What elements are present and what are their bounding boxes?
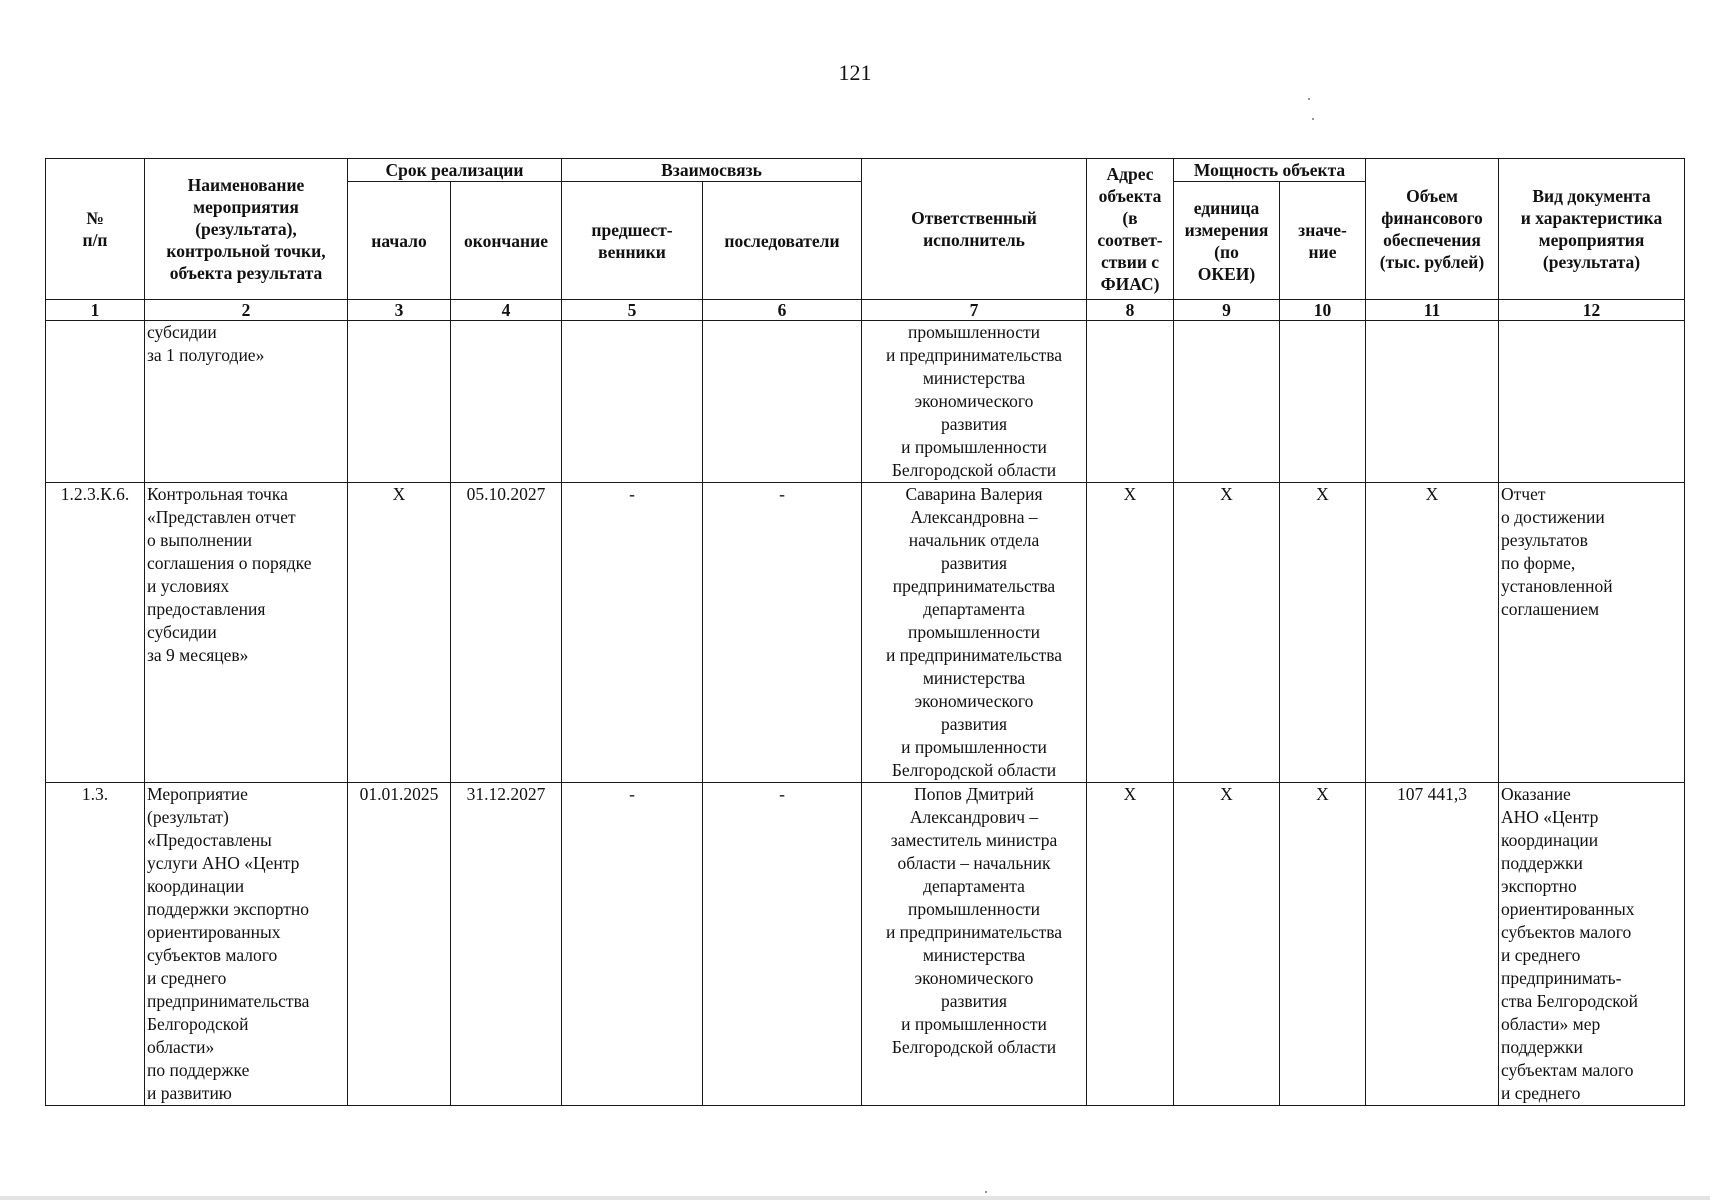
text-line: мероприятия <box>193 197 299 217</box>
cell-funding <box>1366 321 1499 483</box>
text-line: «Представлен отчет <box>147 507 296 527</box>
text-line: и предпринимательства <box>885 345 1063 365</box>
text-line: промышленности <box>907 899 1041 919</box>
cell-executor <box>862 483 1087 783</box>
cell-funding: 107 441,3 <box>1366 783 1499 1106</box>
text-line: предпринимать- <box>1501 968 1622 988</box>
text-line: ориентированных <box>147 922 281 942</box>
cell-executor <box>862 783 1087 1106</box>
text-line: единица <box>1193 197 1260 218</box>
text-line: экономического <box>914 968 1034 988</box>
text-line: Контрольная точка <box>147 484 288 504</box>
text-line: и среднего <box>1501 945 1581 965</box>
cell-document <box>1499 483 1685 783</box>
text-line: по форме, <box>1501 553 1576 573</box>
text-line: контрольной точки, <box>166 241 326 261</box>
header-funding <box>1366 159 1499 300</box>
cell-start: 01.01.2025 <box>348 783 451 1106</box>
cell-number: 1.3. <box>46 783 145 1106</box>
text-line: министерства <box>922 668 1026 688</box>
scan-speck <box>1312 118 1314 120</box>
text-line: промышленности <box>907 322 1041 342</box>
text-line: (результат) <box>147 807 229 827</box>
text-line: начальник отдела <box>908 530 1040 550</box>
text-line: (по <box>1214 241 1239 262</box>
text-line: координации <box>147 876 245 896</box>
text-line: развития <box>940 414 1008 434</box>
scan-bottom-edge <box>0 1196 1710 1200</box>
cell-name <box>145 783 348 1106</box>
text-line: Отчет <box>1501 484 1546 504</box>
column-number-11: 11 <box>1366 300 1499 321</box>
header-unit <box>1174 182 1280 300</box>
text-line: исполнитель <box>923 230 1025 250</box>
text-line: развития <box>940 714 1008 734</box>
text-line: Саварина Валерия <box>905 484 1043 504</box>
text-line: АНО «Центр <box>1501 807 1599 827</box>
column-number-7: 7 <box>862 300 1087 321</box>
text-line: развития <box>940 553 1008 573</box>
header-address <box>1087 159 1174 300</box>
cell-address: X <box>1087 483 1174 783</box>
cell-start <box>348 321 451 483</box>
text-line: министерства <box>922 368 1026 388</box>
text-line: «Предоставлены <box>147 830 272 850</box>
text-line: Белгородской <box>147 1014 249 1034</box>
header-value <box>1280 182 1366 300</box>
column-number-8: 8 <box>1087 300 1174 321</box>
cell-successors <box>703 321 862 483</box>
text-line: Белгородской области <box>891 1037 1057 1057</box>
text-line: Вид документа <box>1532 186 1651 206</box>
cell-unit: X <box>1174 483 1280 783</box>
cell-address <box>1087 321 1174 483</box>
cell-address: X <box>1087 783 1174 1106</box>
text-line: предшест- <box>591 219 673 240</box>
table-header <box>46 159 1685 321</box>
text-line: (результата) <box>1542 252 1641 272</box>
text-line: Александрович – <box>909 807 1039 827</box>
text-line: обеспечения <box>1383 230 1481 250</box>
text-line: ние <box>1308 241 1337 262</box>
text-line: п/п <box>82 230 108 250</box>
text-line: предпринимательства <box>147 991 310 1011</box>
text-line: ствии с <box>1100 252 1160 272</box>
text-line: субъектов малого <box>1501 922 1632 942</box>
column-number-6: 6 <box>703 300 862 321</box>
text-line: заместитель министра <box>890 830 1058 850</box>
column-number-4: 4 <box>451 300 562 321</box>
column-number-5: 5 <box>562 300 703 321</box>
text-line: и предпринимательства <box>885 645 1063 665</box>
table-body <box>46 321 1685 1106</box>
cell-document <box>1499 321 1685 483</box>
text-line: Попов Дмитрий <box>914 784 1034 804</box>
cell-unit: X <box>1174 783 1280 1106</box>
cell-predecessors: - <box>562 483 703 783</box>
text-line: поддержки <box>1501 853 1583 873</box>
page-number: 121 <box>838 60 872 85</box>
text-line: Мероприятие <box>147 784 248 804</box>
text-line: Оказание <box>1501 784 1571 804</box>
text-line: Белгородской области <box>891 460 1057 480</box>
table-row <box>46 483 1685 783</box>
activity-table <box>45 158 1685 1106</box>
table-row <box>46 783 1685 1106</box>
text-line: за 9 месяцев» <box>147 645 249 665</box>
cell-value <box>1280 321 1366 483</box>
text-line: Белгородской области <box>891 760 1057 780</box>
text-line: министерства <box>922 945 1026 965</box>
cell-successors: - <box>703 483 862 783</box>
text-line: предоставления <box>147 599 266 619</box>
text-line: и развитию <box>147 1083 232 1103</box>
text-line: (тыс. рублей) <box>1379 252 1485 272</box>
text-line: измерения <box>1184 219 1269 240</box>
header-executor <box>862 159 1087 300</box>
text-line: и характеристика <box>1520 208 1663 228</box>
text-line: экономического <box>914 391 1034 411</box>
text-line: ства Белгородской <box>1501 991 1639 1011</box>
cell-predecessors: - <box>562 783 703 1106</box>
column-number-10: 10 <box>1280 300 1366 321</box>
text-line: соглашением <box>1501 599 1600 619</box>
text-line: поддержки <box>1501 1037 1583 1057</box>
column-number-1: 1 <box>46 300 145 321</box>
text-line: мероприятия <box>1538 230 1645 250</box>
column-number-9: 9 <box>1174 300 1280 321</box>
text-line: о выполнении <box>147 530 252 550</box>
text-line: субсидии <box>147 322 217 342</box>
header-term: Срок реализации <box>348 159 562 182</box>
text-line: соответ- <box>1097 230 1163 250</box>
text-line: услуги АНО «Центр <box>147 853 300 873</box>
text-line: поддержки экспортно <box>147 899 310 919</box>
header-capacity: Мощность объекта <box>1174 159 1366 182</box>
text-line: координации <box>1501 830 1599 850</box>
column-number-12: 12 <box>1499 300 1685 321</box>
text-line: венники <box>598 241 666 262</box>
text-line: субсидии <box>147 622 217 642</box>
column-number-2: 2 <box>145 300 348 321</box>
header-doc <box>1499 159 1685 300</box>
text-line: области» <box>147 1037 215 1057</box>
cell-number: 1.2.3.К.6. <box>46 483 145 783</box>
cell-number <box>46 321 145 483</box>
cell-predecessors <box>562 321 703 483</box>
cell-value: X <box>1280 483 1366 783</box>
text-line: и промышленности <box>901 737 1047 757</box>
cell-name <box>145 321 348 483</box>
header-predecessors <box>562 182 703 300</box>
text-line: Наименование <box>187 175 305 195</box>
cell-end: 31.12.2027 <box>451 783 562 1106</box>
text-line: ОКЕИ) <box>1197 263 1256 284</box>
text-line: и среднего <box>147 968 227 988</box>
text-line: департамента <box>923 876 1025 896</box>
text-line: финансового <box>1381 208 1483 228</box>
text-line: за 1 полугодие» <box>147 345 265 365</box>
text-line: Объем <box>1406 186 1458 206</box>
cell-value: X <box>1280 783 1366 1106</box>
text-line: объекта результата <box>169 263 323 283</box>
text-line: экономического <box>914 691 1034 711</box>
text-line: о достижении <box>1501 507 1605 527</box>
cell-funding: X <box>1366 483 1499 783</box>
text-line: и промышленности <box>901 437 1047 457</box>
cell-successors: - <box>703 783 862 1106</box>
cell-name <box>145 483 348 783</box>
column-numbers-row <box>46 300 1685 321</box>
header-successors: последователи <box>703 182 862 300</box>
header-link: Взаимосвязь <box>562 159 862 182</box>
text-line: и предпринимательства <box>885 922 1063 942</box>
cell-end <box>451 321 562 483</box>
text-line: (результата), <box>195 219 297 239</box>
text-line: соглашения о порядке <box>147 553 312 573</box>
text-line: (в <box>1122 208 1138 228</box>
scan-speck <box>1308 98 1310 100</box>
text-line: и условиях <box>147 576 230 596</box>
scan-speck <box>985 1191 987 1193</box>
cell-executor <box>862 321 1087 483</box>
text-line: ориентированных <box>1501 899 1635 919</box>
header-name <box>145 159 348 300</box>
text-line: Ответственный <box>911 208 1037 228</box>
text-line: по поддержке <box>147 1060 250 1080</box>
text-line: субъектов малого <box>147 945 278 965</box>
text-line: Александровна – <box>910 507 1038 527</box>
text-line: субъектам малого <box>1501 1060 1634 1080</box>
table-row <box>46 321 1685 483</box>
text-line: области» мер <box>1501 1014 1601 1034</box>
text-line: и среднего <box>1501 1083 1581 1103</box>
text-line: предпринимательства <box>892 576 1056 596</box>
text-line: значе- <box>1298 219 1347 240</box>
text-line: развития <box>940 991 1008 1011</box>
text-line: области – начальник <box>897 853 1051 873</box>
text-line: результатов <box>1501 530 1588 550</box>
text-line: и промышленности <box>901 1014 1047 1034</box>
text-line: установленной <box>1501 576 1613 596</box>
text-line: объекта <box>1098 186 1162 206</box>
text-line: департамента <box>923 599 1025 619</box>
text-line: экспортно <box>1501 876 1577 896</box>
cell-document <box>1499 783 1685 1106</box>
text-line: промышленности <box>907 622 1041 642</box>
text-line: ФИАС) <box>1100 274 1160 294</box>
header-term-end: окончание <box>451 182 562 300</box>
text-line: Адрес <box>1106 164 1154 184</box>
cell-unit <box>1174 321 1280 483</box>
header-number <box>46 159 145 300</box>
text-line: № <box>86 208 104 228</box>
cell-start: X <box>348 483 451 783</box>
cell-end: 05.10.2027 <box>451 483 562 783</box>
header-term-start: начало <box>348 182 451 300</box>
column-number-3: 3 <box>348 300 451 321</box>
